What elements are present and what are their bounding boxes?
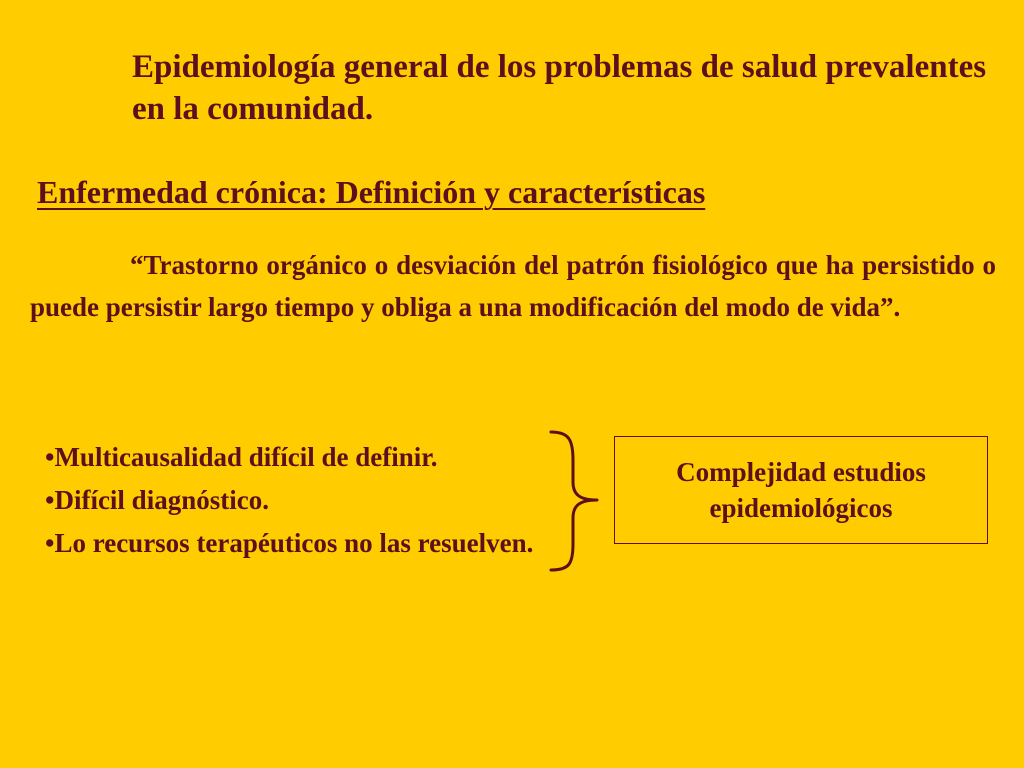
list-item: •Multicausalidad difícil de definir. (45, 442, 438, 472)
list-item: •Lo recursos terapéuticos no las resuelven. (45, 528, 534, 558)
conclusion-line-2: epidemiológicos (709, 493, 893, 523)
conclusion-box (614, 436, 988, 544)
slide-title: Epidemiología general de los problemas de salud prevalentes en la comunidad. (132, 49, 987, 127)
characteristics-list (45, 436, 555, 565)
slide-subtitle: Enfermedad crónica: Definición y características (37, 174, 706, 210)
definition-quote: “Trastorno orgánico o desviación del patrón fisiológico que ha persistido o puede persistir largo tiempo y obliga a una modificación del modo de vida”. (30, 250, 996, 322)
list-item: •Difícil diagnóstico. (45, 485, 269, 515)
conclusion-line-1: Complejidad estudios (676, 457, 926, 487)
right-curly-brace-icon (545, 426, 607, 576)
